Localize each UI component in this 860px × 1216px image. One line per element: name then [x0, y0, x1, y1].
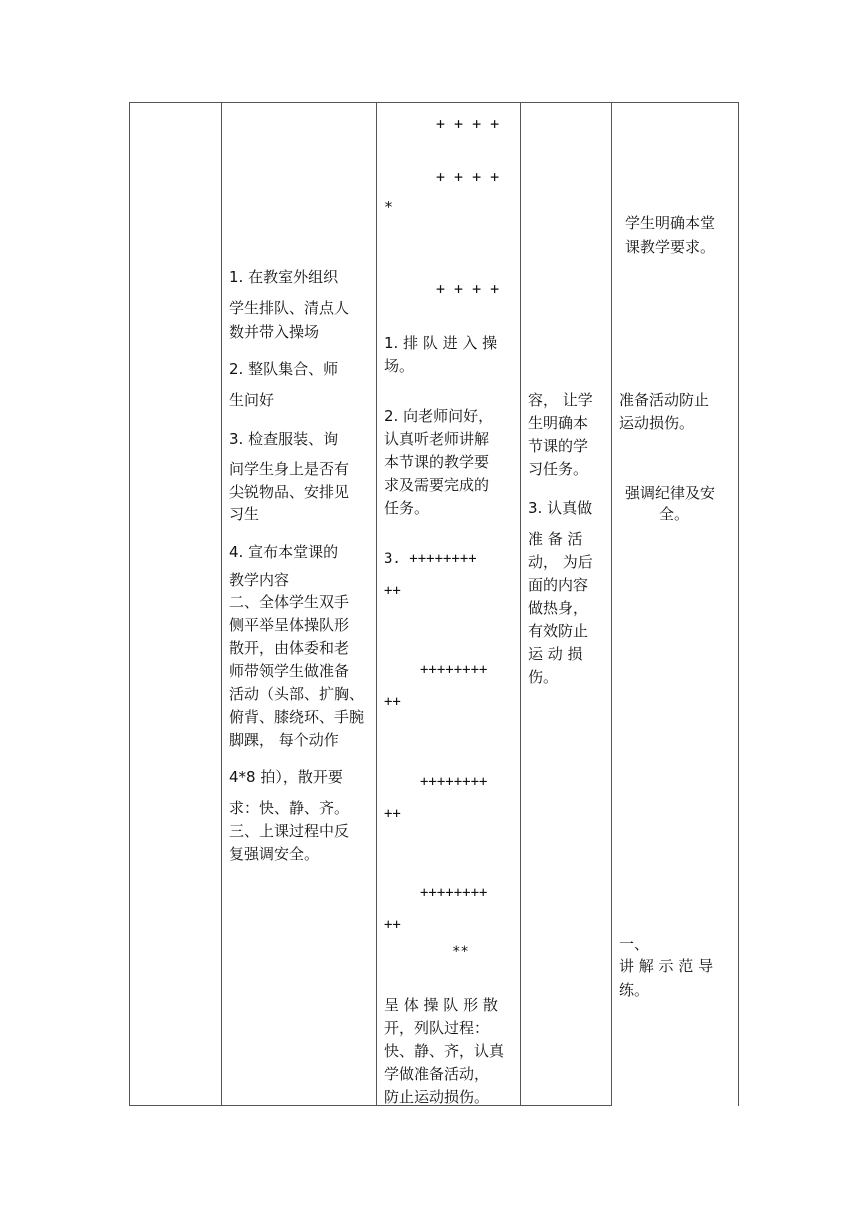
table-bottom-border	[129, 1105, 612, 1106]
col-divider-3	[520, 102, 521, 1106]
org-p2-line3: 散开，由体委和老	[229, 639, 350, 657]
activity-1-line1: 1. 排 队 进 入 操	[384, 334, 498, 352]
goal-line-8: 面的内容	[528, 576, 589, 594]
org-p2-line5: 活动（头部、扩胸、	[229, 685, 365, 703]
org-item2-line1: 2. 整队集合、师	[229, 360, 339, 378]
goal-line-2: 生明确本	[528, 414, 589, 432]
org-item3-line2: 问学生身上是否有	[229, 460, 350, 478]
formation-wide-row-4b: ++	[384, 917, 401, 933]
formation-wide-row-3: ++++++++	[420, 774, 488, 790]
goal-line-5: 3. 认真做	[528, 499, 593, 517]
note-b-line2: 运动损伤。	[619, 414, 695, 432]
org-p3-line1: 三、上课过程中反	[229, 822, 350, 840]
activity-desc-line4: 学做准备活动，	[384, 1065, 490, 1083]
formation-wide-row-3b: ++	[384, 806, 401, 822]
org-p2-line1: 二、全体学生双手	[229, 593, 350, 611]
note-d-line3: 练。	[619, 981, 650, 999]
org-item2-line2: 生问好	[229, 391, 275, 409]
formation-wide-row-2: ++++++++	[420, 662, 488, 678]
activity-2-line1: 2. 向老师问好，	[384, 407, 494, 425]
org-p3-line2: 复强调安全。	[229, 845, 320, 863]
goal-line-3: 节课的学	[528, 437, 589, 455]
col-divider-4	[611, 102, 612, 1106]
activity-desc-line1: 呈 体 操 队 形 散	[384, 996, 498, 1014]
activity-3-line2: ++	[384, 583, 401, 599]
formation-row-3: + + + +	[436, 280, 500, 298]
activity-desc-line5: 防止运动损伤。	[384, 1088, 490, 1106]
activity-3-line1: 3. ++++++++	[384, 551, 477, 567]
activity-2-line4: 求及需要完成的	[384, 476, 490, 494]
note-a-line2: 课教学要求。	[625, 238, 716, 256]
goal-line-10: 有效防止	[528, 622, 589, 640]
col-divider-2	[376, 102, 377, 1106]
activity-2-line5: 任务。	[384, 499, 430, 517]
goal-line-4: 习任务。	[528, 460, 589, 478]
note-d-line2: 讲 解 示 范 导	[619, 957, 714, 975]
org-item3-line3: 尖锐物品、安排见	[229, 483, 350, 501]
org-p2-line2: 侧平举呈体操队形	[229, 616, 350, 634]
note-c-line2: 全。	[659, 505, 690, 523]
goal-line-6: 准 备 活	[528, 530, 583, 548]
org-p2-line4: 师带领学生做准备	[229, 662, 350, 680]
goal-line-12: 伤。	[528, 668, 559, 686]
goal-line-7: 动， 为后	[528, 553, 593, 571]
org-p2-line7: 脚踝， 每个动作	[229, 731, 339, 749]
activity-desc-line3: 快、静、齐，认真	[384, 1042, 505, 1060]
activity-desc-line2: 开，列队过程：	[384, 1019, 490, 1037]
org-p2-line9: 求：快、静、齐。	[229, 799, 350, 817]
org-p2-line6: 俯背、膝绕环、手腕	[229, 708, 365, 726]
goal-line-11: 运 动 损	[528, 645, 583, 663]
note-a-line1: 学生明确本堂	[625, 214, 716, 232]
formation-row-1: + + + +	[436, 115, 500, 133]
goal-line-1: 容， 让学	[528, 391, 593, 409]
col-divider-1	[221, 102, 222, 1106]
formation-row-2: + + + +	[436, 168, 500, 186]
activity-2-line3: 本节课的教学要	[384, 453, 490, 471]
org-item4-line1: 4. 宣布本堂课的	[229, 543, 339, 561]
formation-wide-row-4: ++++++++	[420, 885, 488, 901]
goal-line-9: 做热身，	[528, 599, 589, 617]
org-item3-line1: 3. 检查服装、询	[229, 430, 339, 448]
note-c-line1: 强调纪律及安	[625, 484, 716, 502]
note-d-line1: 一、	[619, 935, 650, 953]
activity-1-line2: 场。	[384, 357, 415, 375]
org-item4-line2: 教学内容	[229, 571, 290, 589]
note-b-line1: 准备活动防止	[619, 391, 710, 409]
org-item1-line3: 数并带入操场	[229, 323, 320, 341]
activity-2-line2: 认真听老师讲解	[384, 430, 490, 448]
org-item1-line2: 学生排队、清点人	[229, 299, 350, 317]
col-divider-5	[738, 102, 739, 1106]
formation-wide-row-2b: ++	[384, 694, 401, 710]
org-p2-line8: 4*8 拍），散开要	[229, 768, 343, 786]
teacher-marker-2: **	[452, 944, 469, 960]
org-item3-line4: 习生	[229, 505, 260, 523]
teacher-marker: *	[384, 198, 394, 216]
org-item1-line1: 1. 在教室外组织	[229, 268, 339, 286]
col-divider-0	[129, 102, 130, 1106]
